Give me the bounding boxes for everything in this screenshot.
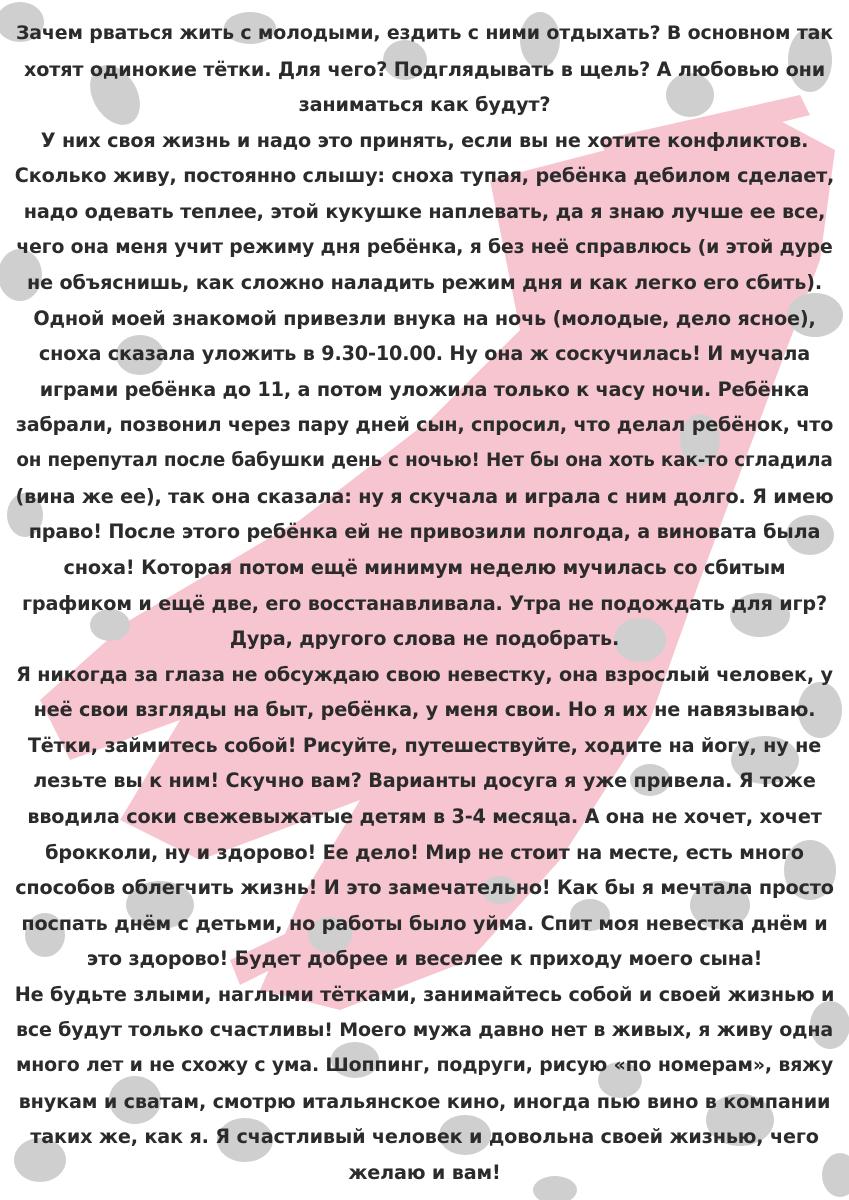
text-line: Дура, другого слова не подобрать.	[229, 627, 620, 651]
text-line: надо одевать теплее, этой кукушке наплевать, да я знаю лучше ее все,	[23, 199, 826, 223]
text-line: Я никогда за глаза не обсуждаю свою невестку, она взрослый человек, у	[16, 662, 833, 686]
text-line: сноха сказала уложить в 9.30-10.00. Ну она ж соскучилась! И мучала	[38, 342, 811, 366]
text-line: таких же, как я. Я счастливый человек и довольна своей жизнью, чего	[30, 1125, 819, 1149]
text-line: играми ребёнка до 11, а потом уложила только к часу ночи. Ребёнка	[39, 377, 810, 401]
text-line: сноха! Которая потом ещё минимум неделю мучилась со сбитым	[63, 555, 786, 579]
text-line: (вина же ее), так она сказала: ну я скучала и играла с ним долго. Я имею	[15, 484, 834, 508]
text-line: графиком и ещё две, его восстанавливала. Утра не подождать для игр?	[21, 591, 828, 615]
text-line: все будут только счастливы! Моего мужа давно нет в живых, я живу одна	[15, 1018, 833, 1041]
text-line: Не будьте злыми, наглыми тётками, занимайтесь собой и своей жизнью и	[14, 983, 835, 1007]
text-line: много лет и не схожу с ума. Шоппинг, подруги, рисую «по номерам», вяжу	[15, 1054, 834, 1077]
text-line: Одной моей знакомой привезли внука на ночь (молодые, дело ясное),	[33, 306, 816, 330]
text-line: вводила соки свежевыжатые детям в 3-4 месяца. А она не хочет, хочет	[27, 805, 822, 829]
text-line: брокколи, ну и здорово! Ее дело! Мир не стоит на месте, есть много	[45, 840, 804, 864]
text-line: поспать днём с детьми, но работы было уйма. Спит моя невестка днём и	[21, 911, 828, 935]
text-line: заниматься как будут?	[298, 93, 551, 117]
text-line: чего она меня учит режиму дня ребёнка, я без неё справлюсь (и этой дуре	[16, 236, 833, 258]
text-line: не объяснишь, как сложно наладить режим дня и как легко его сбить).	[27, 271, 822, 295]
text-line: право! После этого ребёнка ей не привозили полгода, а виновата была	[28, 520, 821, 544]
text-line: способов облегчить жизнь! И это замечательно! Как бы я мечтала просто	[15, 876, 834, 900]
text-line: желаю и вам!	[348, 1161, 501, 1184]
text-line: забрали, позвонил через пару дней сын, спросил, что делал ребёнок, что	[15, 413, 834, 436]
text-line: Тётки, займитесь собой! Рисуйте, путешествуйте, ходите на йогу, ну не	[27, 733, 822, 757]
text-line: это здорово! Будет добрее и веселее к приходу моего сына!	[86, 947, 763, 971]
text-line: Зачем рваться жить с молодыми, ездить с ними отдыхать? В основном так	[15, 22, 834, 44]
text-line: неё свои взгляды на быт, ребёнка, у меня свои. Но я их не навязываю.	[33, 698, 816, 722]
text-line: он перепутал после бабушки день с ночью! Нет бы она хоть как-то сгладила	[16, 450, 833, 472]
text-line: лезьте вы к ним! Скучно вам? Варианты досуга я уже привела. Я тоже	[33, 769, 816, 793]
text-line: У них своя жизнь и надо это принять, если вы не хотите конфликтов.	[40, 128, 809, 152]
article-body	[14, 16, 835, 1191]
text-line: хотят одинокие тётки. Для чего? Подглядывать в щель? А любовью они	[23, 57, 826, 81]
text-line: внукам и сватам, смотрю итальянское кино, иногда пью вино в компании	[18, 1089, 831, 1113]
text-line: Сколько живу, постоянно слышу: сноха тупая, ребёнка дебилом сделает,	[14, 164, 835, 188]
